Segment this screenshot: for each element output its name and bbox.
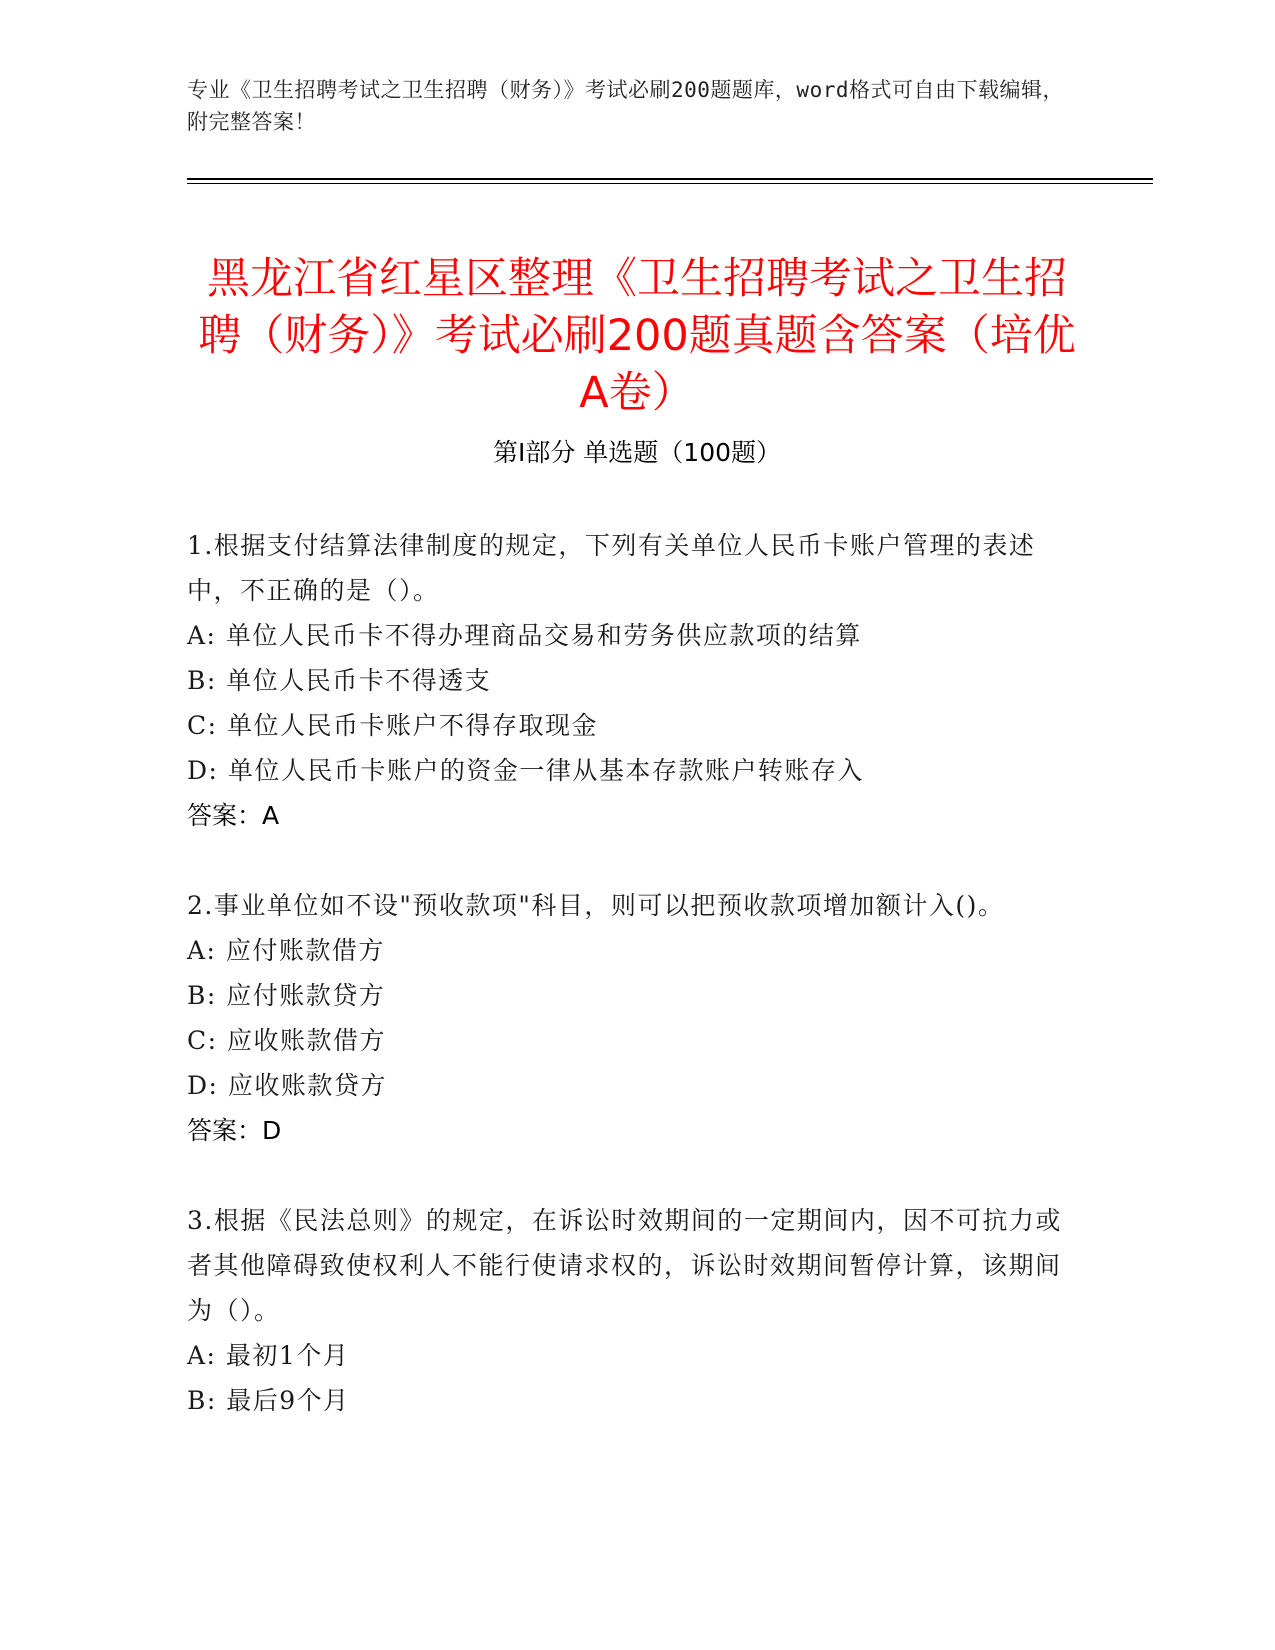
option-a: A: 应付账款借方 [187,936,385,965]
option-c: C: 单位人民币卡账户不得存取现金 [187,711,598,740]
question-2 [187,883,1067,1153]
option-c: C: 应收账款借方 [187,1026,386,1055]
answer-line: 答案：D [187,1116,282,1145]
question-stem: 3.根据《民法总则》的规定，在诉讼时效期间的一定期间内，因不可抗力或者其他障碍致使权利人不能行使请求权的，诉讼时效期间暂停计算，该期间为（）。 [187,1206,1062,1325]
question-stem: 2.事业单位如不设"预收款项"科目，则可以把预收款项增加额计入()。 [187,891,1005,920]
option-d: D: 单位人民币卡账户的资金一律从基本存款账户转账存入 [187,756,864,785]
option-b: B: 最后9个月 [187,1386,350,1415]
option-d: D: 应收账款贷方 [187,1071,387,1100]
answer-line: 答案：A [187,801,280,830]
question-1 [187,523,1067,838]
option-b: B: 单位人民币卡不得透支 [187,666,492,695]
section-heading: 第Ⅰ部分 单选题（100题） [492,438,782,467]
option-a: A: 最初1个月 [187,1341,350,1370]
option-b: B: 应付账款贷方 [187,981,386,1010]
header-divider-thin [187,183,1153,184]
question-3 [187,1198,1067,1423]
question-list [187,523,1067,1468]
question-stem: 1.根据支付结算法律制度的规定，下列有关单位人民币卡账户管理的表述中，不正确的是（）。 [187,531,1036,605]
header-divider-thick [187,178,1153,180]
option-a: A: 单位人民币卡不得办理商品交易和劳务供应款项的结算 [187,621,862,650]
header-note: 专业《卫生招聘考试之卫生招聘（财务）》考试必刷200题题库，word格式可自由下载编辑，附完整答案！ [187,78,1064,134]
document-title: 黑龙江省红星区整理《卫生招聘考试之卫生招聘（财务）》考试必刷200题真题含答案（培优A卷） [198,253,1076,418]
